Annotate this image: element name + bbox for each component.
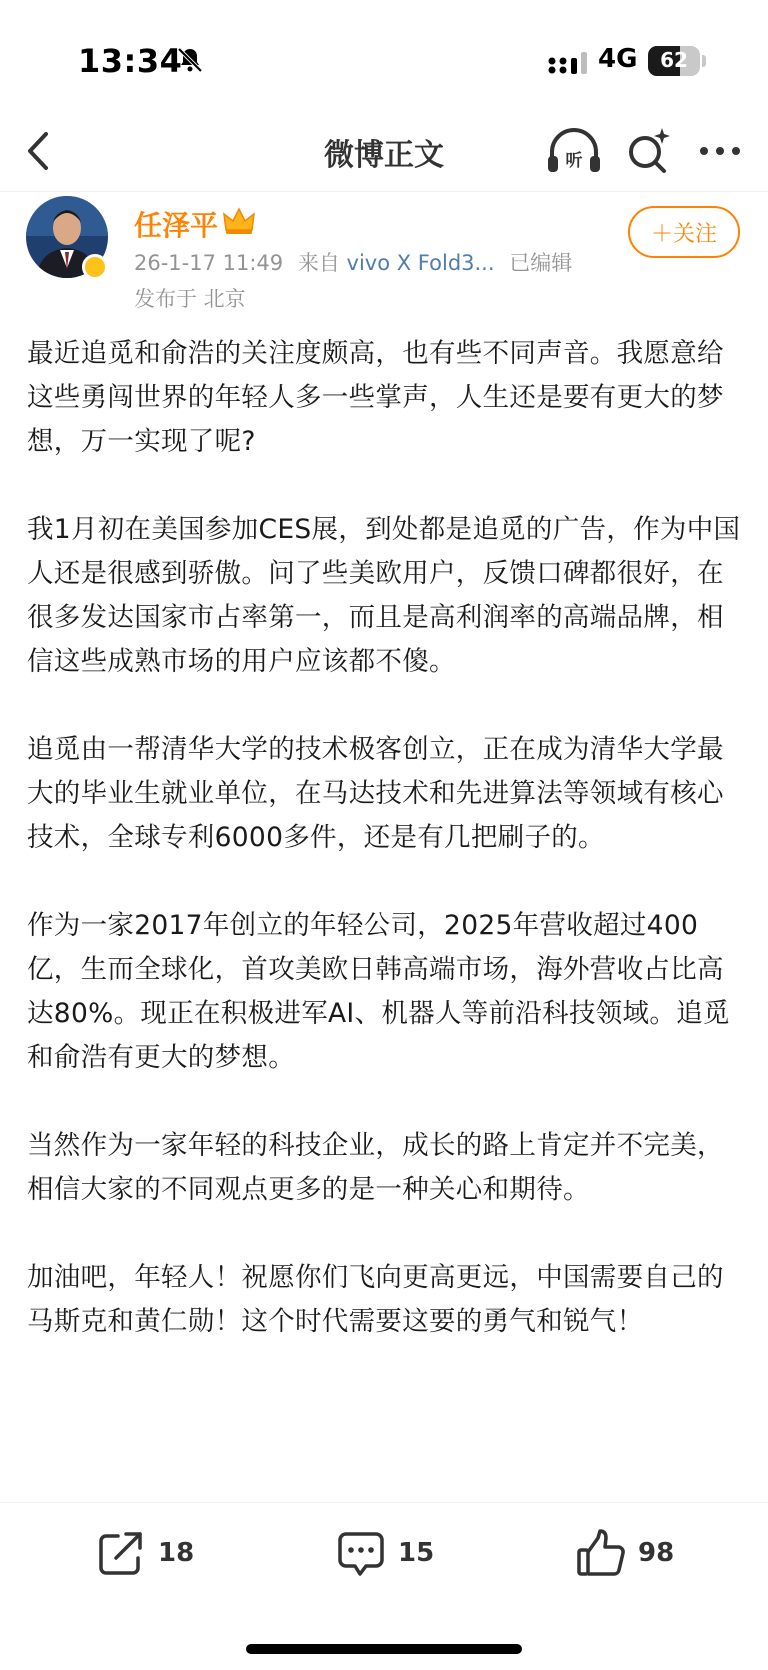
headphone-listen-icon[interactable] [546, 126, 602, 176]
battery-percent: 62 [660, 48, 688, 72]
comment-icon [336, 1528, 386, 1578]
battery-icon [648, 46, 700, 76]
edited-label[interactable]: 已编辑 [509, 251, 573, 275]
repost-button[interactable] [96, 1527, 194, 1579]
status-time: 13:34 [78, 42, 183, 80]
post-paragraph: 追觅由一帮清华大学的技术极客创立，正在成为清华大学最大的毕业生就业单位，在马达技术和先进算法等领域有核心技术，全球专利6000多件，还是有几把刷子的。 [27, 734, 724, 853]
post-source[interactable]: vivo X Fold3... [346, 251, 495, 275]
source-prefix: 来自 [297, 251, 340, 275]
nav-bar [0, 110, 768, 192]
follow-button[interactable]: ＋关注 [628, 206, 740, 258]
post-paragraph: 我1月初在美国参加CES展，到处都是追觅的广告，作为中国人还是很感到骄傲。问了些美欧用户，反馈口碑都很好，在很多发达国家市占率第一，而且是高利润率的高端品牌，相信这些成熟市场的用户应该都不傻。 [27, 514, 741, 677]
ai-search-icon[interactable] [624, 126, 672, 174]
post-time: 26-1-17 11:49 [134, 251, 284, 275]
post-paragraph: 作为一家2017年创立的年轻公司，2025年营收超过400亿，生而全球化，首攻美欧日韩高端市场，海外营收占比高达80%。现正在积极进军AI、机器人等前沿科技领域。追觅和俞浩有更大的梦想。 [27, 910, 730, 1073]
action-bar [0, 1502, 768, 1602]
home-indicator[interactable] [246, 1644, 522, 1654]
crown-icon [222, 206, 256, 236]
post-paragraph: 当然作为一家年轻的科技企业，成长的路上肯定并不完美，相信大家的不同观点更多的是一种关心和期待。 [27, 1130, 724, 1205]
page-title: 微博正文 [324, 138, 444, 173]
signal-icon [548, 50, 590, 76]
svg-text:听: 听 [565, 151, 583, 171]
post-body [27, 332, 745, 1500]
battery-tip [702, 55, 706, 67]
more-icon[interactable] [696, 134, 744, 168]
post-paragraph: 加油吧，年轻人！祝愿你们飞向更高更远，中国需要自己的马斯克和黄仁勋！这个时代需要这要的勇气和锐气！ [27, 1262, 724, 1337]
post-location: 发布于 北京 [134, 287, 246, 311]
share-icon [96, 1528, 146, 1578]
post-paragraph: 最近追觅和俞浩的关注度颇高，也有些不同声音。我愿意给这些勇闯世界的年轻人多一些掌声，人生还是要有更大的梦想，万一实现了呢? [27, 338, 724, 457]
author-name[interactable]: 任泽平 [134, 209, 219, 242]
verified-badge-icon [82, 254, 108, 280]
thumbs-up-icon [576, 1528, 626, 1578]
status-bar [0, 0, 768, 120]
comment-count: 15 [398, 1538, 435, 1568]
comment-button[interactable] [336, 1527, 434, 1579]
repost-count: 18 [158, 1538, 195, 1568]
like-count: 98 [638, 1538, 675, 1568]
like-button[interactable] [576, 1527, 674, 1579]
post-meta [134, 247, 572, 277]
bell-muted-icon [176, 46, 204, 74]
network-type: 4G [598, 44, 638, 74]
